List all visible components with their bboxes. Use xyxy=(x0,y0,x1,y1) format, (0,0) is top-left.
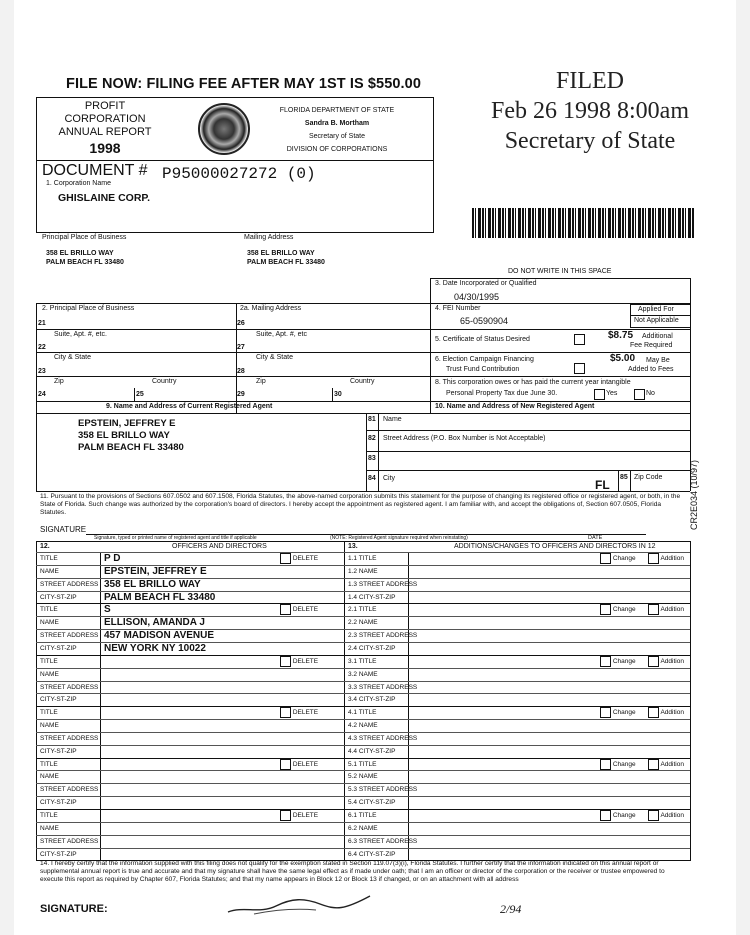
addition-label: Addition xyxy=(660,606,684,614)
officer-title: S xyxy=(104,604,111,616)
officer-row-label: TITLE xyxy=(40,657,58,665)
field-number: 21 xyxy=(38,320,46,327)
addition-row-label: 6.3 STREET ADDRESS xyxy=(348,837,418,845)
officer-row-label: CITY-ST-ZIP xyxy=(40,850,77,858)
new-agent-state: FL xyxy=(595,478,610,492)
section-14-text: 14. I hereby certify that the information supplied with this filing does not qualify for the exemption stated in Section 119.07(3)(i), Florida Statutes. I further certify that the information indicated on this annual report or supplemental annual report is true and accurate and that my signature shall have the same legal effect as if made under oath; that I am an officer or director of the corporation or the receiver or trustee empowered to execute this report as required by Chapter 607, Florida Statutes; and that my name appears in Block 12 or Block 13 if changed, or on an attachment with all address xyxy=(40,860,665,883)
do-not-write: DO NOT WRITE IN THIS SPACE xyxy=(508,268,612,275)
mailing-label: Mailing Address xyxy=(244,234,294,241)
campaign-fee-note: Added to Fees xyxy=(628,366,674,373)
field-number: 24 xyxy=(38,391,46,398)
change-checkbox[interactable] xyxy=(600,810,636,821)
officer-row-label: NAME xyxy=(40,670,59,678)
certificate-fee-note: Additional xyxy=(642,333,673,340)
signature-date: 2/94 xyxy=(500,902,522,916)
form-title-line: PROFIT xyxy=(84,100,126,112)
officer-row-label: CITY-ST-ZIP xyxy=(40,747,77,755)
country-label: Country xyxy=(152,378,177,385)
officer-city: PALM BEACH FL 33480 xyxy=(104,591,216,603)
addition-row-label: 2.3 STREET ADDRESS xyxy=(348,632,418,640)
intangible-no-checkbox[interactable] xyxy=(634,389,645,400)
grid-line xyxy=(36,796,690,797)
delete-label: DELETE xyxy=(292,812,319,820)
change-checkbox[interactable] xyxy=(600,604,636,615)
change-checkbox[interactable] xyxy=(600,707,636,718)
officer-row-label: TITLE xyxy=(40,606,58,614)
address-line: PALM BEACH FL 33480 xyxy=(46,259,124,266)
suite-label: Suite, Apt. #, etc. xyxy=(54,331,107,338)
agent-line: 358 EL BRILLO WAY xyxy=(78,430,170,441)
addition-checkbox[interactable] xyxy=(648,553,684,564)
addition-row-label: 3.4 CITY-ST-ZIP xyxy=(348,696,396,704)
grid-line xyxy=(36,655,690,656)
form-title-line: CORPORATION xyxy=(64,113,146,125)
addition-label: Addition xyxy=(660,709,684,717)
grid-line xyxy=(36,719,690,720)
city-state-label: City & State xyxy=(54,354,91,361)
current-agent xyxy=(78,418,184,454)
addition-row-label: 6.1 TITLE xyxy=(348,812,377,819)
field-2-label: 2. Principal Place of Business xyxy=(42,305,135,312)
principal-address xyxy=(46,249,124,267)
officer-row-label: TITLE xyxy=(40,812,58,819)
date-incorporated: 04/30/1995 xyxy=(454,292,500,302)
field-number: 29 xyxy=(237,391,245,398)
grid-line xyxy=(36,706,690,707)
change-label: Change xyxy=(612,812,636,820)
addition-label: Addition xyxy=(660,760,684,768)
mailing-address xyxy=(247,249,325,267)
grid-line xyxy=(36,770,690,771)
intangible-yes-checkbox[interactable] xyxy=(594,389,605,400)
field-10-label: 10. Name and Address of New Registered Agent xyxy=(435,403,595,410)
officer-city: NEW YORK NY 10022 xyxy=(104,642,206,654)
change-label: Change xyxy=(612,658,636,666)
field-number: 22 xyxy=(38,344,46,351)
signature-label: SIGNATURE: xyxy=(40,903,108,915)
delete-checkbox[interactable] xyxy=(280,604,318,615)
grid-line xyxy=(36,668,690,669)
principal-label: Principal Place of Business xyxy=(42,234,127,241)
document-page xyxy=(14,0,736,935)
filed-stamp-line: Secretary of State xyxy=(504,128,676,154)
checkbox-box[interactable] xyxy=(280,759,291,770)
field-8-label: 8. This corporation owes or has paid the current year intangible xyxy=(435,379,631,386)
delete-label: DELETE xyxy=(292,709,319,717)
checkbox-box[interactable] xyxy=(280,810,291,821)
field-2a-label: 2a. Mailing Address xyxy=(240,305,302,312)
addition-row-label: 4.1 TITLE xyxy=(348,709,377,717)
officer-row-label: NAME xyxy=(40,824,59,832)
grid-line xyxy=(36,809,690,810)
officer-row-label: CITY-ST-ZIP xyxy=(40,593,77,601)
officer-street: 358 EL BRILLO WAY xyxy=(104,578,201,590)
checkbox-box[interactable] xyxy=(280,707,291,718)
agent-line: PALM BEACH FL 33480 xyxy=(78,442,184,453)
change-label: Change xyxy=(612,555,636,563)
addition-row-label: 3.3 STREET ADDRESS xyxy=(348,683,418,691)
officer-row-label: TITLE xyxy=(40,555,58,562)
delete-label: DELETE xyxy=(292,606,319,614)
city-state-label: City & State xyxy=(256,354,293,361)
field-number: 81 xyxy=(368,416,376,423)
addition-label: Addition xyxy=(660,658,684,666)
checkbox-box[interactable] xyxy=(648,656,659,667)
field-number: 23 xyxy=(38,368,46,375)
applied-for-option[interactable]: Applied For xyxy=(638,306,674,313)
address-line: 358 EL BRILLO WAY xyxy=(247,250,315,257)
filed-stamp-line: Feb 26 1998 8:00am xyxy=(491,98,689,124)
certificate-fee: $8.75 xyxy=(608,330,634,341)
no-label: No xyxy=(646,390,655,397)
officer-row-label: NAME xyxy=(40,619,59,627)
change-label: Change xyxy=(612,760,636,768)
officer-row-label: STREET ADDRESS xyxy=(40,734,99,742)
fei-number: 65-0590904 xyxy=(460,316,509,326)
grid-line xyxy=(36,745,690,746)
field-number: 83 xyxy=(368,455,376,462)
addition-row-label: 1.3 STREET ADDRESS xyxy=(348,580,418,588)
grid-line xyxy=(36,835,690,836)
officer-row-label: TITLE xyxy=(40,760,58,768)
grid-line xyxy=(36,681,690,682)
corp-name: GHISLAINE CORP. xyxy=(58,192,150,204)
delete-checkbox[interactable] xyxy=(280,759,318,770)
officer-name: ELLISON, AMANDA J xyxy=(104,617,205,629)
address-line: 358 EL BRILLO WAY xyxy=(46,250,114,257)
change-label: Change xyxy=(612,709,636,717)
delete-label: DELETE xyxy=(292,760,319,768)
officer-row-label: CITY-ST-ZIP xyxy=(40,696,77,704)
checkbox-box[interactable] xyxy=(600,759,611,770)
department-block xyxy=(262,104,412,156)
checkbox-box[interactable] xyxy=(600,810,611,821)
field-6-label: Trust Fund Contribution xyxy=(446,366,520,373)
addition-checkbox[interactable] xyxy=(648,604,684,615)
checkbox-box[interactable] xyxy=(648,604,659,615)
addition-row-label: 4.4 CITY-ST-ZIP xyxy=(348,747,396,755)
yes-label: Yes xyxy=(606,390,618,397)
document-number: P95000027272 (0) xyxy=(162,165,316,183)
addition-checkbox[interactable] xyxy=(648,810,684,821)
campaign-fund-checkbox[interactable] xyxy=(574,363,585,374)
grid-line xyxy=(36,783,690,784)
addition-row-label: 4.3 STREET ADDRESS xyxy=(348,734,418,742)
addition-row-label: 5.3 STREET ADDRESS xyxy=(348,786,418,794)
delete-label: DELETE xyxy=(292,658,319,666)
addition-row-label: 2.1 TITLE xyxy=(348,606,377,614)
department-line: FLORIDA DEPARTMENT OF STATE xyxy=(279,107,395,114)
agent-line: EPSTEIN, JEFFREY E xyxy=(78,418,176,429)
delete-checkbox[interactable] xyxy=(280,553,318,564)
addition-row-label: 2.4 CITY-ST-ZIP xyxy=(348,644,396,652)
addition-checkbox[interactable] xyxy=(648,707,684,718)
date-label: DATE xyxy=(588,535,603,541)
change-checkbox[interactable] xyxy=(600,759,636,770)
delete-checkbox[interactable] xyxy=(280,656,318,667)
section-12-num: 12. xyxy=(40,543,50,550)
barcode xyxy=(472,208,694,238)
officer-row-label: TITLE xyxy=(40,709,58,717)
form-code: CR2E034 (10/97) xyxy=(689,459,699,530)
addition-checkbox[interactable] xyxy=(648,656,684,667)
addition-row-label: 5.1 TITLE xyxy=(348,760,377,768)
form-title-line: ANNUAL REPORT xyxy=(58,126,152,138)
state-seal xyxy=(198,103,250,155)
checkbox-box[interactable] xyxy=(600,553,611,564)
addition-row-label: 3.2 NAME xyxy=(348,670,378,678)
field-4-label: 4. FEI Number xyxy=(435,305,481,312)
delete-checkbox[interactable] xyxy=(280,810,318,821)
officer-row-label: STREET ADDRESS xyxy=(40,786,99,794)
department-line: DIVISION OF CORPORATIONS xyxy=(286,146,388,153)
checkbox-box[interactable] xyxy=(600,604,611,615)
zip-code-label: Zip Code xyxy=(634,474,663,481)
campaign-fee: $5.00 xyxy=(610,353,636,364)
checkbox-box[interactable] xyxy=(600,656,611,667)
zip-label: Zip xyxy=(54,378,64,385)
field-6-label: 6. Election Campaign Financing xyxy=(435,356,534,363)
addition-row-label: 1.1 TITLE xyxy=(348,555,377,562)
new-agent-street-label: Street Address (P.O. Box Number is Not Acceptable) xyxy=(383,435,546,442)
field-5-label: 5. Certificate of Status Desired xyxy=(435,336,530,343)
checkbox-box[interactable] xyxy=(648,810,659,821)
officer-row-label: NAME xyxy=(40,567,59,575)
grid-line xyxy=(36,552,690,553)
checkbox-box[interactable] xyxy=(280,553,291,564)
agent-signature-label: SIGNATURE xyxy=(40,525,87,534)
form-year: 1998 xyxy=(89,140,121,156)
addition-label: Addition xyxy=(660,555,684,563)
certificate-checkbox[interactable] xyxy=(574,334,585,345)
certificate-fee-note: Fee Required xyxy=(630,342,673,349)
field-3-label: 3. Date Incorporated or Qualified xyxy=(435,280,537,287)
officer-row-label: CITY-ST-ZIP xyxy=(40,644,77,652)
addition-row-label: 3.1 TITLE xyxy=(348,657,377,665)
officer-name: EPSTEIN, JEFFREY E xyxy=(104,565,207,577)
section-12-label: OFFICERS AND DIRECTORS xyxy=(172,543,267,550)
addition-row-label: 6.4 CITY-ST-ZIP xyxy=(348,850,396,858)
filed-stamp-line: FILED xyxy=(556,68,624,94)
addition-checkbox[interactable] xyxy=(648,759,684,770)
department-line: Sandra B. Mortham xyxy=(304,120,370,127)
grid-line xyxy=(36,603,690,604)
officer-row-label: STREET ADDRESS xyxy=(40,683,99,691)
checkbox-box[interactable] xyxy=(280,656,291,667)
checkbox-box[interactable] xyxy=(648,707,659,718)
suite-label: Suite, Apt. #, etc xyxy=(256,331,307,338)
document-label: DOCUMENT # xyxy=(42,162,148,179)
officer-row-label: CITY-ST-ZIP xyxy=(40,799,77,807)
field-number: 28 xyxy=(237,368,245,375)
officer-row-label: STREET ADDRESS xyxy=(40,632,99,640)
address-line: PALM BEACH FL 33480 xyxy=(247,259,325,266)
corp-name-label: 1. Corporation Name xyxy=(46,180,111,187)
officer-row-label: NAME xyxy=(40,722,59,730)
grid-line xyxy=(36,693,690,694)
zip-label: Zip xyxy=(256,378,266,385)
checkbox-box[interactable] xyxy=(648,553,659,564)
officer-title: P D xyxy=(104,553,121,564)
department-line: Secretary of State xyxy=(308,133,366,140)
field-number: 30 xyxy=(334,391,342,398)
field-number: 26 xyxy=(237,320,245,327)
checkbox-box[interactable] xyxy=(280,604,291,615)
grid-line xyxy=(36,822,690,823)
addition-label: Addition xyxy=(660,812,684,820)
change-checkbox[interactable] xyxy=(600,656,636,667)
addition-row-label: 4.2 NAME xyxy=(348,722,378,730)
country-label: Country xyxy=(350,378,375,385)
section-13-label: ADDITIONS/CHANGES TO OFFICERS AND DIRECTORS IN 12 xyxy=(454,543,656,550)
officer-street: 457 MADISON AVENUE xyxy=(104,630,215,642)
filing-fee-notice: FILE NOW: FILING FEE AFTER MAY 1ST IS $550.00 xyxy=(66,76,421,92)
officer-row-label: NAME xyxy=(40,773,59,781)
field-number: 82 xyxy=(368,435,376,442)
field-number: 27 xyxy=(237,344,245,351)
field-number: 85 xyxy=(620,474,628,481)
checkbox-box[interactable] xyxy=(648,759,659,770)
officer-row-label: STREET ADDRESS xyxy=(40,837,99,845)
addition-row-label: 5.2 NAME xyxy=(348,773,378,781)
section-13-num: 13. xyxy=(348,543,358,550)
change-label: Change xyxy=(612,606,636,614)
delete-label: DELETE xyxy=(292,555,319,563)
grid-line xyxy=(36,758,690,759)
new-agent-name-label: Name xyxy=(383,416,402,423)
checkbox-box[interactable] xyxy=(600,707,611,718)
field-8-label: Personal Property Tax due June 30. xyxy=(446,390,558,397)
officer-row-label: STREET ADDRESS xyxy=(40,580,99,588)
not-applicable-option[interactable]: Not Applicable xyxy=(634,317,679,324)
form-title xyxy=(50,100,160,155)
new-agent-city-label: City xyxy=(383,475,396,482)
addition-row-label: 1.2 NAME xyxy=(348,567,378,575)
handwritten-signature xyxy=(224,884,374,924)
registered-agent-note: (NOTE: Registered Agent signature required when reinstating) xyxy=(330,535,468,541)
grid-line xyxy=(36,732,690,733)
field-number: 84 xyxy=(368,475,376,482)
change-checkbox[interactable] xyxy=(600,553,636,564)
addition-row-label: 5.4 CITY-ST-ZIP xyxy=(348,799,396,807)
addition-row-label: 2.2 NAME xyxy=(348,619,378,627)
section-11-text: 11. Pursuant to the provisions of Sections 607.0502 and 607.1508, Florida Statutes, the above-named corporation submits this statement for the purpose of changing its registered office or registered agent, or both, in the State of Florida. Such change was authorized by the corporation's board of directors. I hereby accept the appointment as registered agent. I am familiar with, and accept the obligations of, Section 607.0505, Florida Statutes. xyxy=(40,493,681,516)
delete-checkbox[interactable] xyxy=(280,707,318,718)
campaign-fee-note: May Be xyxy=(646,357,670,364)
addition-row-label: 1.4 CITY-ST-ZIP xyxy=(348,593,396,601)
agent-signature-note: Signature, typed or printed name of registered agent and title if applicable xyxy=(94,535,257,541)
field-9-label: 9. Name and Address of Current Registered Agent xyxy=(106,403,273,410)
addition-row-label: 6.2 NAME xyxy=(348,824,378,832)
filed-stamp xyxy=(454,66,726,156)
grid-line xyxy=(36,848,690,849)
field-number: 25 xyxy=(136,391,144,398)
